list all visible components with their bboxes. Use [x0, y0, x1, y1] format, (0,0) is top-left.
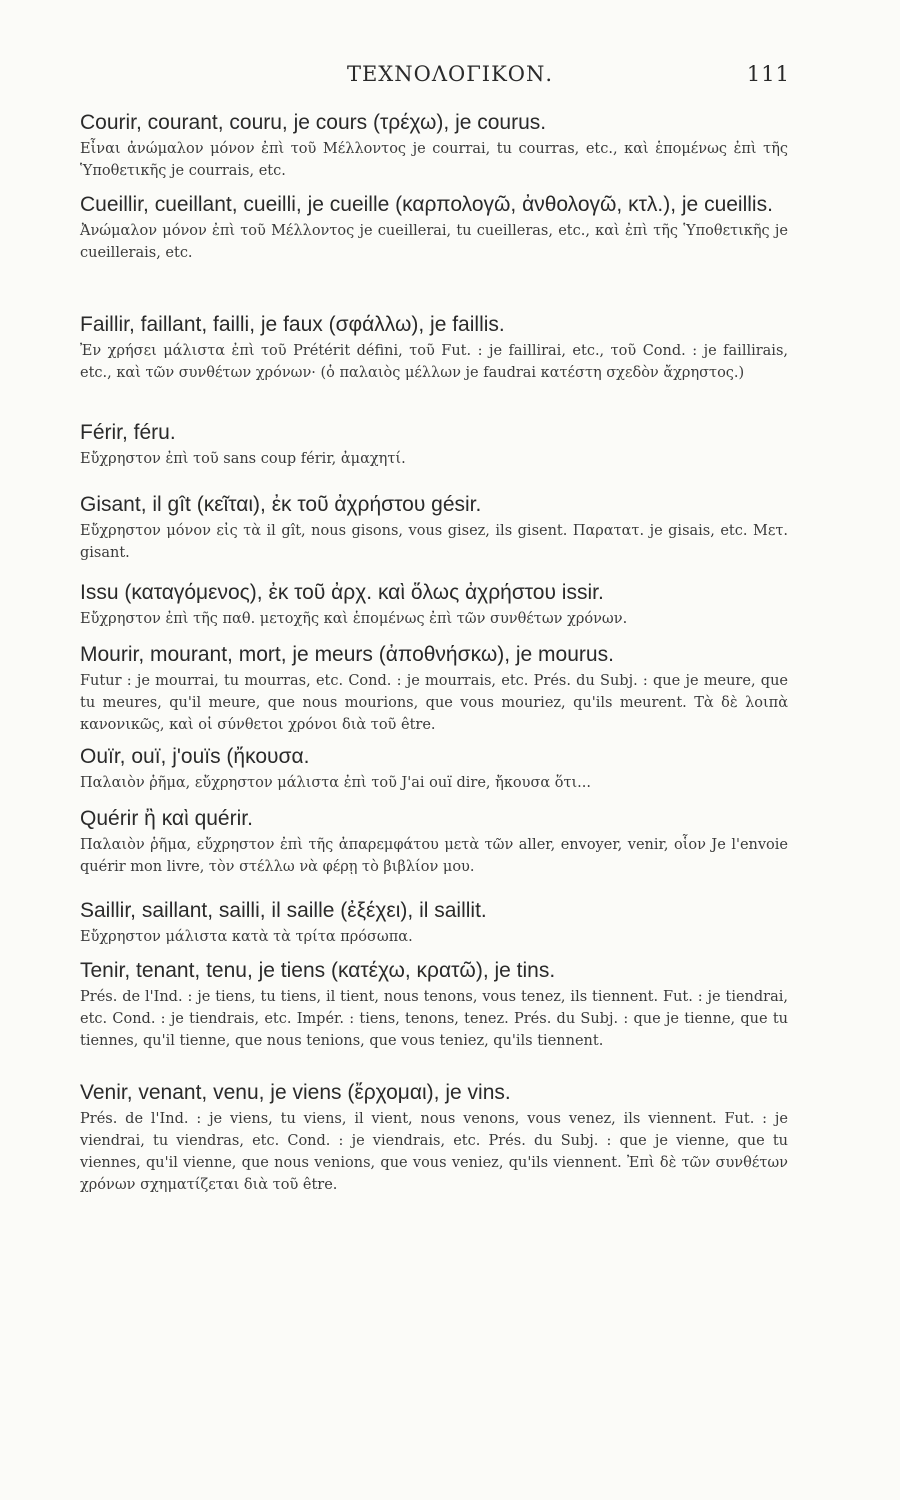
- entry-courir: [80, 108, 788, 190]
- entry-gloss: Ἀνώμαλον μόνον ἐπὶ τοῦ Μέλλοντος je cueillerai, tu cueilleras, etc., καὶ ἐπὶ τῆς Ὑποθετικῆς je cueillerais, etc.: [80, 223, 788, 261]
- entry-headword: Faillir, faillant, failli, je faux (σφάλλω), je faillis.: [80, 313, 505, 336]
- entry-headword: Saillir, saillant, sailli, il saille (ἐξέχει), il saillit.: [80, 899, 487, 922]
- entry-headword: Quérir ἢ καὶ quérir.: [80, 807, 253, 830]
- entry-gloss: Εὔχρηστον μάλιστα κατὰ τὰ τρίτα πρόσωπα.: [80, 929, 413, 945]
- entry-headword: Venir, venant, venu, je viens (ἔρχομαι), je vins.: [80, 1081, 511, 1104]
- entry-gloss: Παλαιὸν ῥῆμα, εὔχρηστον ἐπὶ τῆς ἀπαρεμφάτου μετὰ τῶν aller, envoyer, venir, οἷον Je l'envoie quérir mon livre, τὸν στέλλω νὰ φέρῃ τὸ βιβλίον μου.: [80, 837, 788, 875]
- entry-gloss: Εὔχρηστον ἐπὶ τῆς παθ. μετοχῆς καὶ ἑπομένως ἐπὶ τῶν συνθέτων χρόνων.: [80, 611, 628, 627]
- entry-gloss: Εὔχρηστον ἐπὶ τοῦ sans coup férir, ἀμαχητί.: [80, 451, 406, 467]
- entry-headword: Férir, féru.: [80, 421, 176, 444]
- entry-headword: Gisant, il gît (κεῖται), ἐκ τοῦ ἀχρήστου gésir.: [80, 493, 482, 516]
- entry-gloss: Παλαιὸν ῥῆμα, εὔχρηστον μάλιστα ἐπὶ τοῦ J'ai ouï dire, ἤκουσα ὅτι...: [80, 775, 592, 791]
- entry-saillir: [80, 896, 788, 956]
- entry-headword: Ouïr, ouï, j'ouïs (ἤκουσα.: [80, 745, 310, 768]
- page-body: [80, 108, 788, 1208]
- page-header: [0, 62, 900, 92]
- entry-headword: Mourir, mourant, mort, je meurs (ἀποθνήσκω), je mourus.: [80, 643, 614, 666]
- entry-ferir: [80, 418, 788, 490]
- entry-headword: Tenir, tenant, tenu, je tiens (κατέχω, κρατῶ), je tins.: [80, 959, 556, 982]
- entry-ouir: [80, 742, 788, 804]
- entry-gloss: Εἶναι ἀνώμαλον μόνον ἐπὶ τοῦ Μέλλοντος je courrai, tu courras, etc., καὶ ἑπομένως ἐπὶ τῆς Ὑποθετικῆς je courrais, etc.: [80, 141, 788, 179]
- entry-gloss: Ἐν χρήσει μάλιστα ἐπὶ τοῦ Prétérit défini, τοῦ Fut. : je faillirai, etc., τοῦ Cond. : je faillirais, etc., καὶ τῶν συνθέτων χρόνων· (ὁ παλαιὸς μέλλων je faudrai κατέστη σχεδὸν ἄχρηστος.): [80, 343, 788, 381]
- entry-querir: [80, 804, 788, 896]
- page-number: 111: [746, 62, 790, 86]
- entry-gisant: [80, 490, 788, 578]
- entry-gloss: Futur : je mourrai, tu mourras, etc. Cond. : je mourrais, etc. Prés. du Subj. : que je meure, que tu meures, qu'il meure, que nous mourions, que vous mouriez, qu'ils meurent. Τὰ δὲ λοιπὰ κανονικῶς, καὶ οἱ σύνθετοι χρόνοι διὰ τοῦ être.: [80, 673, 788, 733]
- entry-faillir: [80, 310, 788, 418]
- entry-gloss: Εὔχρηστον μόνον εἰς τὰ il gît, nous gisons, vous gisez, ils gisent. Παρατατ. je gisais, etc. Μετ. gisant.: [80, 523, 788, 561]
- entry-gloss: Prés. de l'Ind. : je viens, tu viens, il vient, nous venons, vous venez, ils viennent. Fut. : je viendrai, tu viendras, etc. Cond. : je viendrais, etc. Prés. du Subj. : que je vienne, que tu viennes, qu'il vienne, que nous venions, que vous veniez, qu'ils viennent. Ἐπὶ δὲ τῶν συνθέτων χρόνων σχηματίζεται διὰ τοῦ être.: [80, 1111, 788, 1193]
- entry-headword: Issu (καταγόμενος), ἐκ τοῦ ἀρχ. καὶ ὅλως ἀχρήστου issir.: [80, 581, 604, 604]
- entry-gloss: Prés. de l'Ind. : je tiens, tu tiens, il tient, nous tenons, vous tenez, ils tiennent. Fut. : je tiendrai, etc. Cond. : je tiendrais, etc. Impér. : tiens, tenons, tenez. Prés. du Subj. : que je tienne, que tu tiennes, qu'il tienne, que nous tenions, que vous teniez, qu'ils tiennent.: [80, 989, 788, 1049]
- entry-tenir: [80, 956, 788, 1078]
- running-head: ΤΕΧΝΟΛΟΓΙΚΟΝ.: [346, 62, 554, 86]
- entry-headword: Courir, courant, couru, je cours (τρέχω), je courus.: [80, 111, 547, 134]
- entry-headword: Cueillir, cueillant, cueilli, je cueille (καρπολογῶ, ἀνθολογῶ, κτλ.), je cueillis.: [80, 193, 773, 216]
- entry-cueillir: [80, 190, 788, 310]
- entry-issu: [80, 578, 788, 640]
- entry-mourir: [80, 640, 788, 742]
- entry-venir: [80, 1078, 788, 1208]
